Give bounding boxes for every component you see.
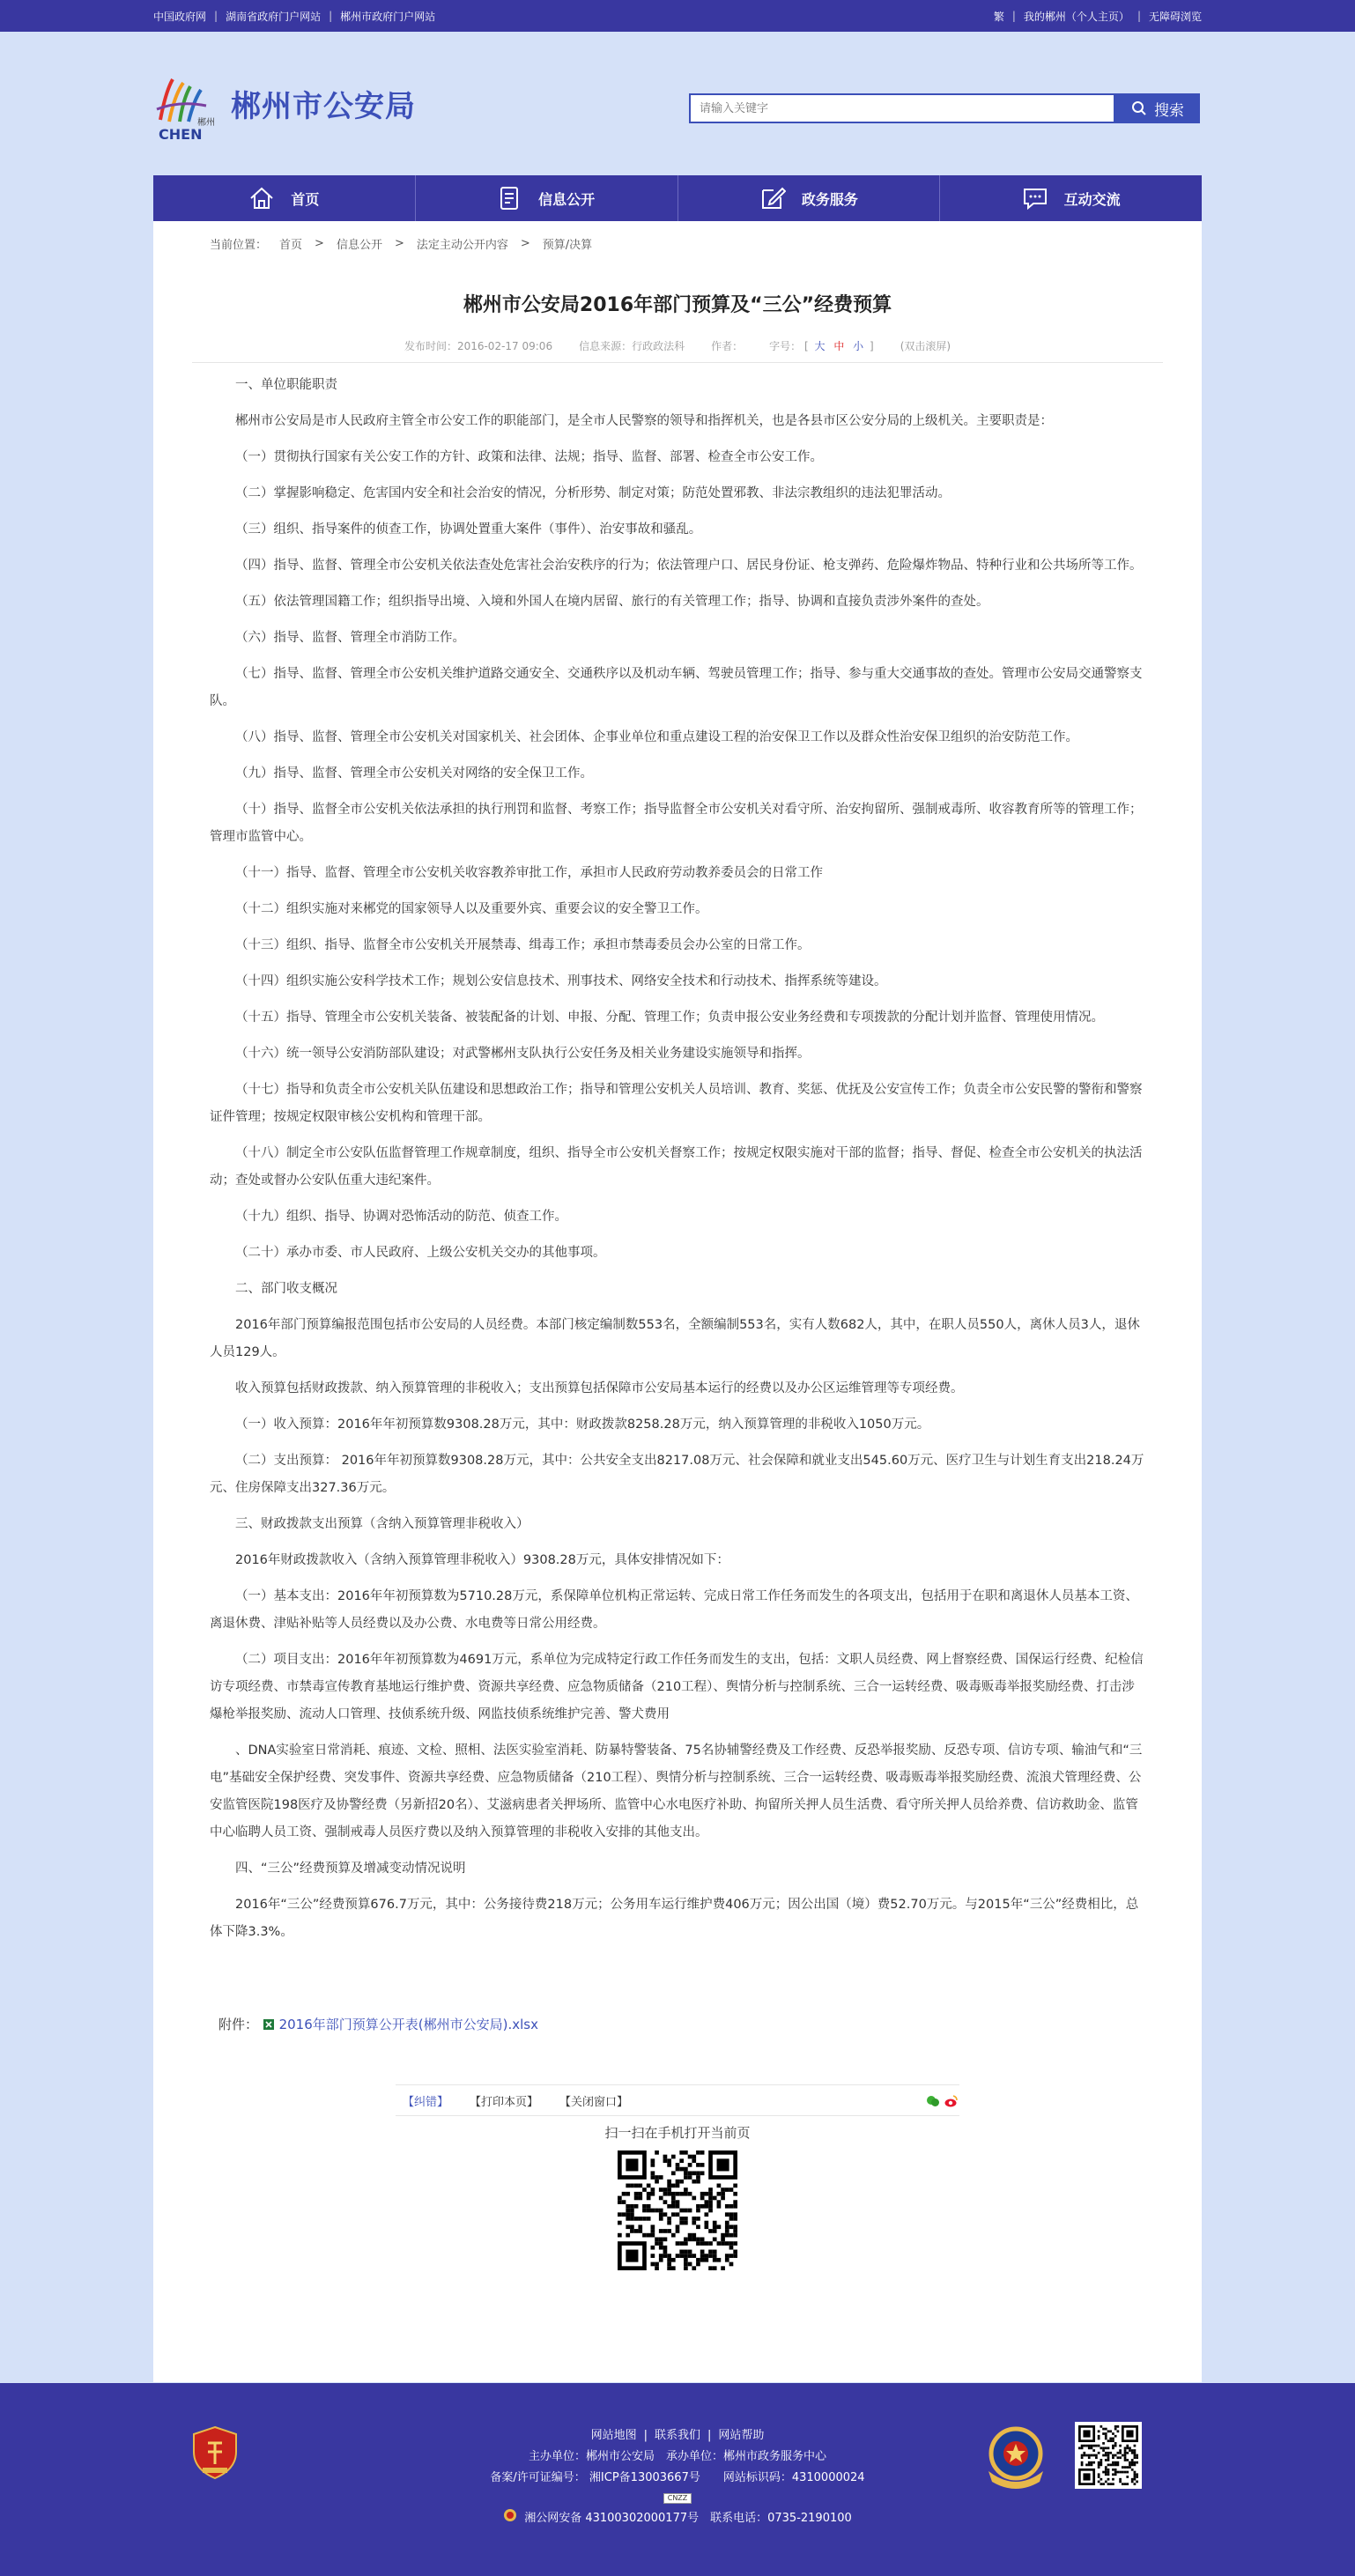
info-source: 信息来源：行政政法科 [579, 340, 685, 352]
article-paragraph: （三）组织、指导案件的侦查工作，协调处置重大案件（事件）、治安事故和骚乱。 [235, 522, 702, 537]
chat-icon [1022, 186, 1048, 211]
footer [0, 2383, 1355, 2576]
breadcrumb-separator: > [520, 236, 530, 250]
footer-qr-code-icon [1075, 2422, 1142, 2489]
close-window-button[interactable]: 【关闭窗口】 [559, 2095, 629, 2109]
article-meta [192, 338, 1163, 363]
police-emblem-icon [980, 2420, 1052, 2494]
article-paragraph: 四、“三公”经费预算及增减变动情况说明 [235, 1862, 466, 1876]
breadcrumb-separator: > [394, 236, 404, 250]
qr-code-icon [618, 2150, 737, 2270]
article-paragraph: （七）指导、监督、管理全市公安机关维护道路交通安全、交通秩序以及机动车辆、驾驶员管理工作；指导、参与重大交通事故的查处。管理市公安局交通警察支队。 [210, 667, 1143, 708]
article-paragraph: （十七）指导和负责全市公安机关队伍建设和思想政治工作；指导和管理公安机关人员培训、教育、奖惩、优抚及公安宣传工作；负责全市公安民警的警衔和警察证件管理；按规定权限审核公安机构和管理干部。 [210, 1083, 1143, 1124]
attachment-label: 附件： [218, 2017, 259, 2032]
attachment [192, 2015, 1163, 2033]
breadcrumb-info[interactable]: 信息公开 [336, 238, 382, 252]
footer-host: 主办单位：郴州市公安局 承办单位：郴州市政务服务中心 [528, 2450, 826, 2463]
main-content [153, 221, 1202, 2382]
nav-info[interactable] [416, 175, 678, 221]
home-icon [248, 186, 275, 211]
link-hunan[interactable]: 湖南省政府门户网站 [226, 10, 322, 23]
search-button-label: 搜索 [1154, 101, 1184, 120]
nav-interact-label: 互动交流 [1063, 190, 1121, 208]
article-paragraph: 、DNA实验室日常消耗、痕迹、文检、照相、法医实验室消耗、防暴特警装备、75名协辅警经费及工作经费、反恐举报奖励、反恐专项、信访专项、输油气和“三电”基础安全保护经费、突发事件、资源共享经费、应急物质储备（210工程）、舆情分析与控制系统、三合一运转经费、吸毒贩毒举报奖励经费、流浪犬管理经费、公安监管医院198医疗及协警经费（另新招20名）、艾滋病患者关押场所、监管中心水电医疗补助、拘留所关押人员生活费、看守所关押人员给养费、信访救助金、监管中心临聘人员工资、强制戒毒人员医疗费以及纳入预算管理的非税收入安排的其他支出。 [210, 1743, 1143, 1839]
article-paragraph: 收入预算包括财政拨款、纳入预算管理的非税收入；支出预算包括保障市公安局基本运行的经费以及办公区运维管理等专项经费。 [235, 1381, 964, 1395]
top-bar [0, 0, 1355, 32]
share-buttons [926, 2094, 958, 2108]
article-paragraph: （十三）组织、指导、监督全市公安机关开展禁毒、缉毒工作；承担市禁毒委员会办公室的日常工作。 [235, 938, 811, 952]
footer-link-sitemap[interactable]: 网站地图 [590, 2429, 637, 2442]
double-click-scroll: (双击滚屏) [900, 340, 951, 352]
article-paragraph: （二）支出预算： 2016年年初预算数9308.28万元，其中：公共安全支出8217.08万元、社会保障和就业支出545.60万元、医疗卫生与计划生育支出218.24万元、住房保障支出327.36万元。 [210, 1454, 1144, 1495]
nav-info-label: 信息公开 [538, 190, 596, 208]
link-gov[interactable]: 中国政府网 [153, 10, 207, 23]
article-paragraph: 2016年财政拨款收入（含纳入预算管理非税收入）9308.28万元，具体安排情况如下： [235, 1553, 729, 1567]
article-paragraph: 二、部门收支概况 [235, 1282, 337, 1296]
breadcrumb-legal[interactable]: 法定主动公开内容 [416, 238, 508, 252]
divider: | [643, 2429, 648, 2442]
article-paragraph: （六）指导、监督、管理全市消防工作。 [235, 631, 465, 645]
svg-text:郴州: 郴州 [197, 118, 215, 128]
police-record-text: 湘公网安备 43100302000177号 联系电话：0735-2190100 [524, 2512, 852, 2525]
article-paragraph: （九）指导、监督、管理全市公安机关对网络的安全保卫工作。 [235, 766, 593, 781]
footer-record: 备案/许可证编号： 湘ICP备13003667号 网站标识码：4310000024 [490, 2471, 865, 2484]
article-paragraph: 三、财政拨款支出预算（含纳入预算管理非税收入） [235, 1517, 529, 1531]
breadcrumb-prefix: 当前位置： [210, 238, 268, 252]
nav-home-label: 首页 [291, 190, 320, 208]
link-traditional[interactable]: 繁 [993, 10, 1004, 23]
article-paragraph: 2016年部门预算编报范围包括市公安局的人员经费。本部门核定编制数553名，全额编制553名，实有人数682人，其中，在职人员550人，离休人员3人，退休人员129人。 [210, 1318, 1140, 1359]
wechat-icon[interactable] [926, 2094, 940, 2108]
font-size-label: 字号： [769, 340, 802, 352]
article-paragraph: （十）指导、监督全市公安机关依法承担的执行刑罚和监督、考察工作；指导监督全市公安机关对看守所、治安拘留所、强制戒毒所、收容教育所等的管理工作；管理市监管中心。 [210, 803, 1143, 844]
article-body [192, 363, 1163, 1946]
edit-icon [759, 185, 786, 211]
attachment-link[interactable]: 2016年部门预算公开表(郴州市公安局).xlsx [278, 2017, 538, 2032]
article-paragraph: （五）依法管理国籍工作；组织指导出境、入境和外国人在境内居留、旅行的有关管理工作；指导、协调和直接负责涉外案件的查处。 [235, 595, 989, 609]
author: 作者： [711, 340, 744, 352]
site-title: 郴州市公安局 [231, 89, 416, 124]
link-my-chenzhou[interactable]: 我的郴州（个人主页） [1023, 10, 1129, 23]
nav-home[interactable] [153, 175, 416, 221]
breadcrumb-budget[interactable]: 预算/决算 [542, 238, 593, 252]
footer-link-help[interactable]: 网站帮助 [718, 2429, 765, 2442]
footer-link-contact[interactable]: 联系我们 [654, 2429, 700, 2442]
article-paragraph: （一）贯彻执行国家有关公安工作的方针、政策和法律、法规；指导、监督、部署、检查全市公安工作。 [235, 450, 823, 464]
article-paragraph: （十五）指导、管理全市公安机关装备、被装配备的计划、申报、分配、管理工作；负责申报公安业务经费和专项拨款的分配计划并监督、管理使用情况。 [235, 1010, 1104, 1025]
cnzz-badge-label: CNZZ [663, 2493, 692, 2504]
divider: | [1137, 10, 1141, 22]
article-paragraph: （二）项目支出：2016年年初预算数为4691万元，系单位为完成特定行政工作任务而发生的支出，包括：文职人员经费、网上督察经费、国保运行经费、纪检信访专项经费、市禁毒宣传教育基地运行维护费、资源共享经费、应急物质储备（210工程）、舆情分析与控制系统、三合一运转经费、吸毒贩毒举报奖励经费、打击涉爆枪举报奖励、流动人口管理、技侦系统升级、网监技侦系统维护完善、警犬费用 [210, 1653, 1144, 1721]
nav-services-label: 政务服务 [801, 190, 858, 208]
breadcrumb-separator: > [315, 236, 324, 250]
header [153, 32, 1202, 175]
link-accessibility[interactable]: 无障碍浏览 [1148, 10, 1202, 23]
search-input[interactable] [689, 93, 1115, 123]
page-tools [396, 2084, 959, 2116]
excel-file-icon [263, 2018, 275, 2031]
document-icon [498, 185, 522, 211]
top-right-links [994, 9, 1202, 24]
article-paragraph: （二）掌握影响稳定、危害国内安全和社会治安的情况，分析形势、制定对策；防范处置邪教、非法宗教组织的违法犯罪活动。 [235, 486, 951, 500]
article-paragraph: （十八）制定全市公安队伍监督管理工作规章制度，组织、指导全市公安机关督察工作；按规定权限实施对干部的监督；指导、督促、检查全市公安机关的执法活动；查处或督办公安队伍重大违纪案件。 [210, 1146, 1143, 1188]
print-button[interactable]: 【打印本页】 [470, 2095, 539, 2109]
font-size-medium[interactable]: 中 [833, 340, 845, 352]
nav-services[interactable] [678, 175, 941, 221]
article-paragraph: （四）指导、监督、管理全市公安机关依法查处危害社会治安秩序的行为；依法管理户口、居民身份证、枪支弹药、危险爆炸物品、特种行业和公共场所等工作。 [235, 559, 1143, 573]
font-size-switcher [769, 338, 874, 353]
weibo-icon[interactable] [944, 2094, 958, 2108]
correct-error-button[interactable]: 【纠错】 [403, 2095, 449, 2109]
search-button[interactable] [1115, 93, 1200, 123]
article-paragraph: 郴州市公安局是市人民政府主管全市公安工作的职能部门，是全市人民警察的领导和指挥机关，也是各县市区公安分局的上级机关。主要职责是： [235, 414, 1053, 428]
breadcrumb [192, 221, 1163, 265]
article-paragraph: （八）指导、监督、管理全市公安机关对国家机关、社会团体、企事业单位和重点建设工程的治安保卫工作以及群众性治安保卫组织的治安防范工作。 [235, 730, 1078, 744]
divider: | [329, 10, 333, 22]
article-paragraph: （十四）组织实施公安科学技术工作；规划公安信息技术、刑事技术、网络安全技术和行动技术、指挥系统等建设。 [235, 974, 887, 988]
article-paragraph: 2016年“三公”经费预算676.7万元，其中：公务接待费218万元；公务用车运行维护费406万元；因公出国（境）费52.70万元。与2015年“三公”经费相比，总体下降3.3%。 [210, 1898, 1139, 1939]
link-chenzhou[interactable]: 郴州市政府门户网站 [340, 10, 436, 23]
site-logo[interactable] [153, 74, 416, 141]
svg-text:CHEN: CHEN [159, 126, 203, 141]
qr-caption: 扫一扫在手机打开当前页 [604, 2125, 751, 2141]
search-icon [1131, 100, 1147, 116]
publish-time: 发布时间：2016-02-17 09:06 [404, 340, 553, 352]
article-paragraph: （十六）统一领导公安消防部队建设；对武警郴州支队执行公安任务及相关业务建设实施领导和指挥。 [235, 1047, 811, 1061]
article-paragraph: （十九）组织、指导、协调对恐怖活动的防范、侦查工作。 [235, 1210, 567, 1224]
font-size-small[interactable]: 小 [853, 340, 864, 352]
divider: | [707, 2429, 712, 2442]
article-paragraph: 一、单位职能职责 [235, 378, 337, 392]
nav-interact[interactable] [940, 175, 1202, 221]
font-size-large[interactable]: 大 [814, 340, 826, 352]
article-paragraph: （十一）指导、监督、管理全市公安机关收容教养审批工作，承担市人民政府劳动教养委员会的日常工作 [235, 866, 823, 880]
article-paragraph: （一）收入预算：2016年年初预算数9308.28万元，其中：财政拨款8258.28万元，纳入预算管理的非税收入1050万元。 [235, 1418, 930, 1432]
article-paragraph: （十二）组织实施对来郴党的国家领导人以及重要外宾、重要会议的安全警卫工作。 [235, 902, 708, 916]
breadcrumb-home[interactable]: 首页 [279, 238, 303, 252]
article-title: 郴州市公安局2016年部门预算及“三公”经费预算 [463, 294, 892, 316]
article-paragraph: （一）基本支出：2016年年初预算数为5710.28万元，系保障单位机构正常运转、完成日常工作任务而发生的各项支出，包括用于在职和离退休人员基本工资、离退休费、津贴补贴等人员经费以及办公费、水电费等日常公用经费。 [210, 1589, 1138, 1631]
logo-mark-icon [153, 74, 226, 141]
search-bar [689, 93, 1200, 123]
main-nav [153, 175, 1202, 221]
font-size-bracket-close: ] [870, 340, 874, 352]
top-left-links [153, 9, 435, 24]
article-paragraph: （二十）承办市委、市人民政府、上级公安机关交办的其他事项。 [235, 1246, 606, 1260]
font-size-bracket-open: [ [803, 340, 809, 352]
divider: | [214, 10, 218, 22]
police-emblem-icon [503, 2508, 517, 2522]
divider: | [1011, 10, 1016, 22]
footer-police-record [153, 2508, 1202, 2529]
